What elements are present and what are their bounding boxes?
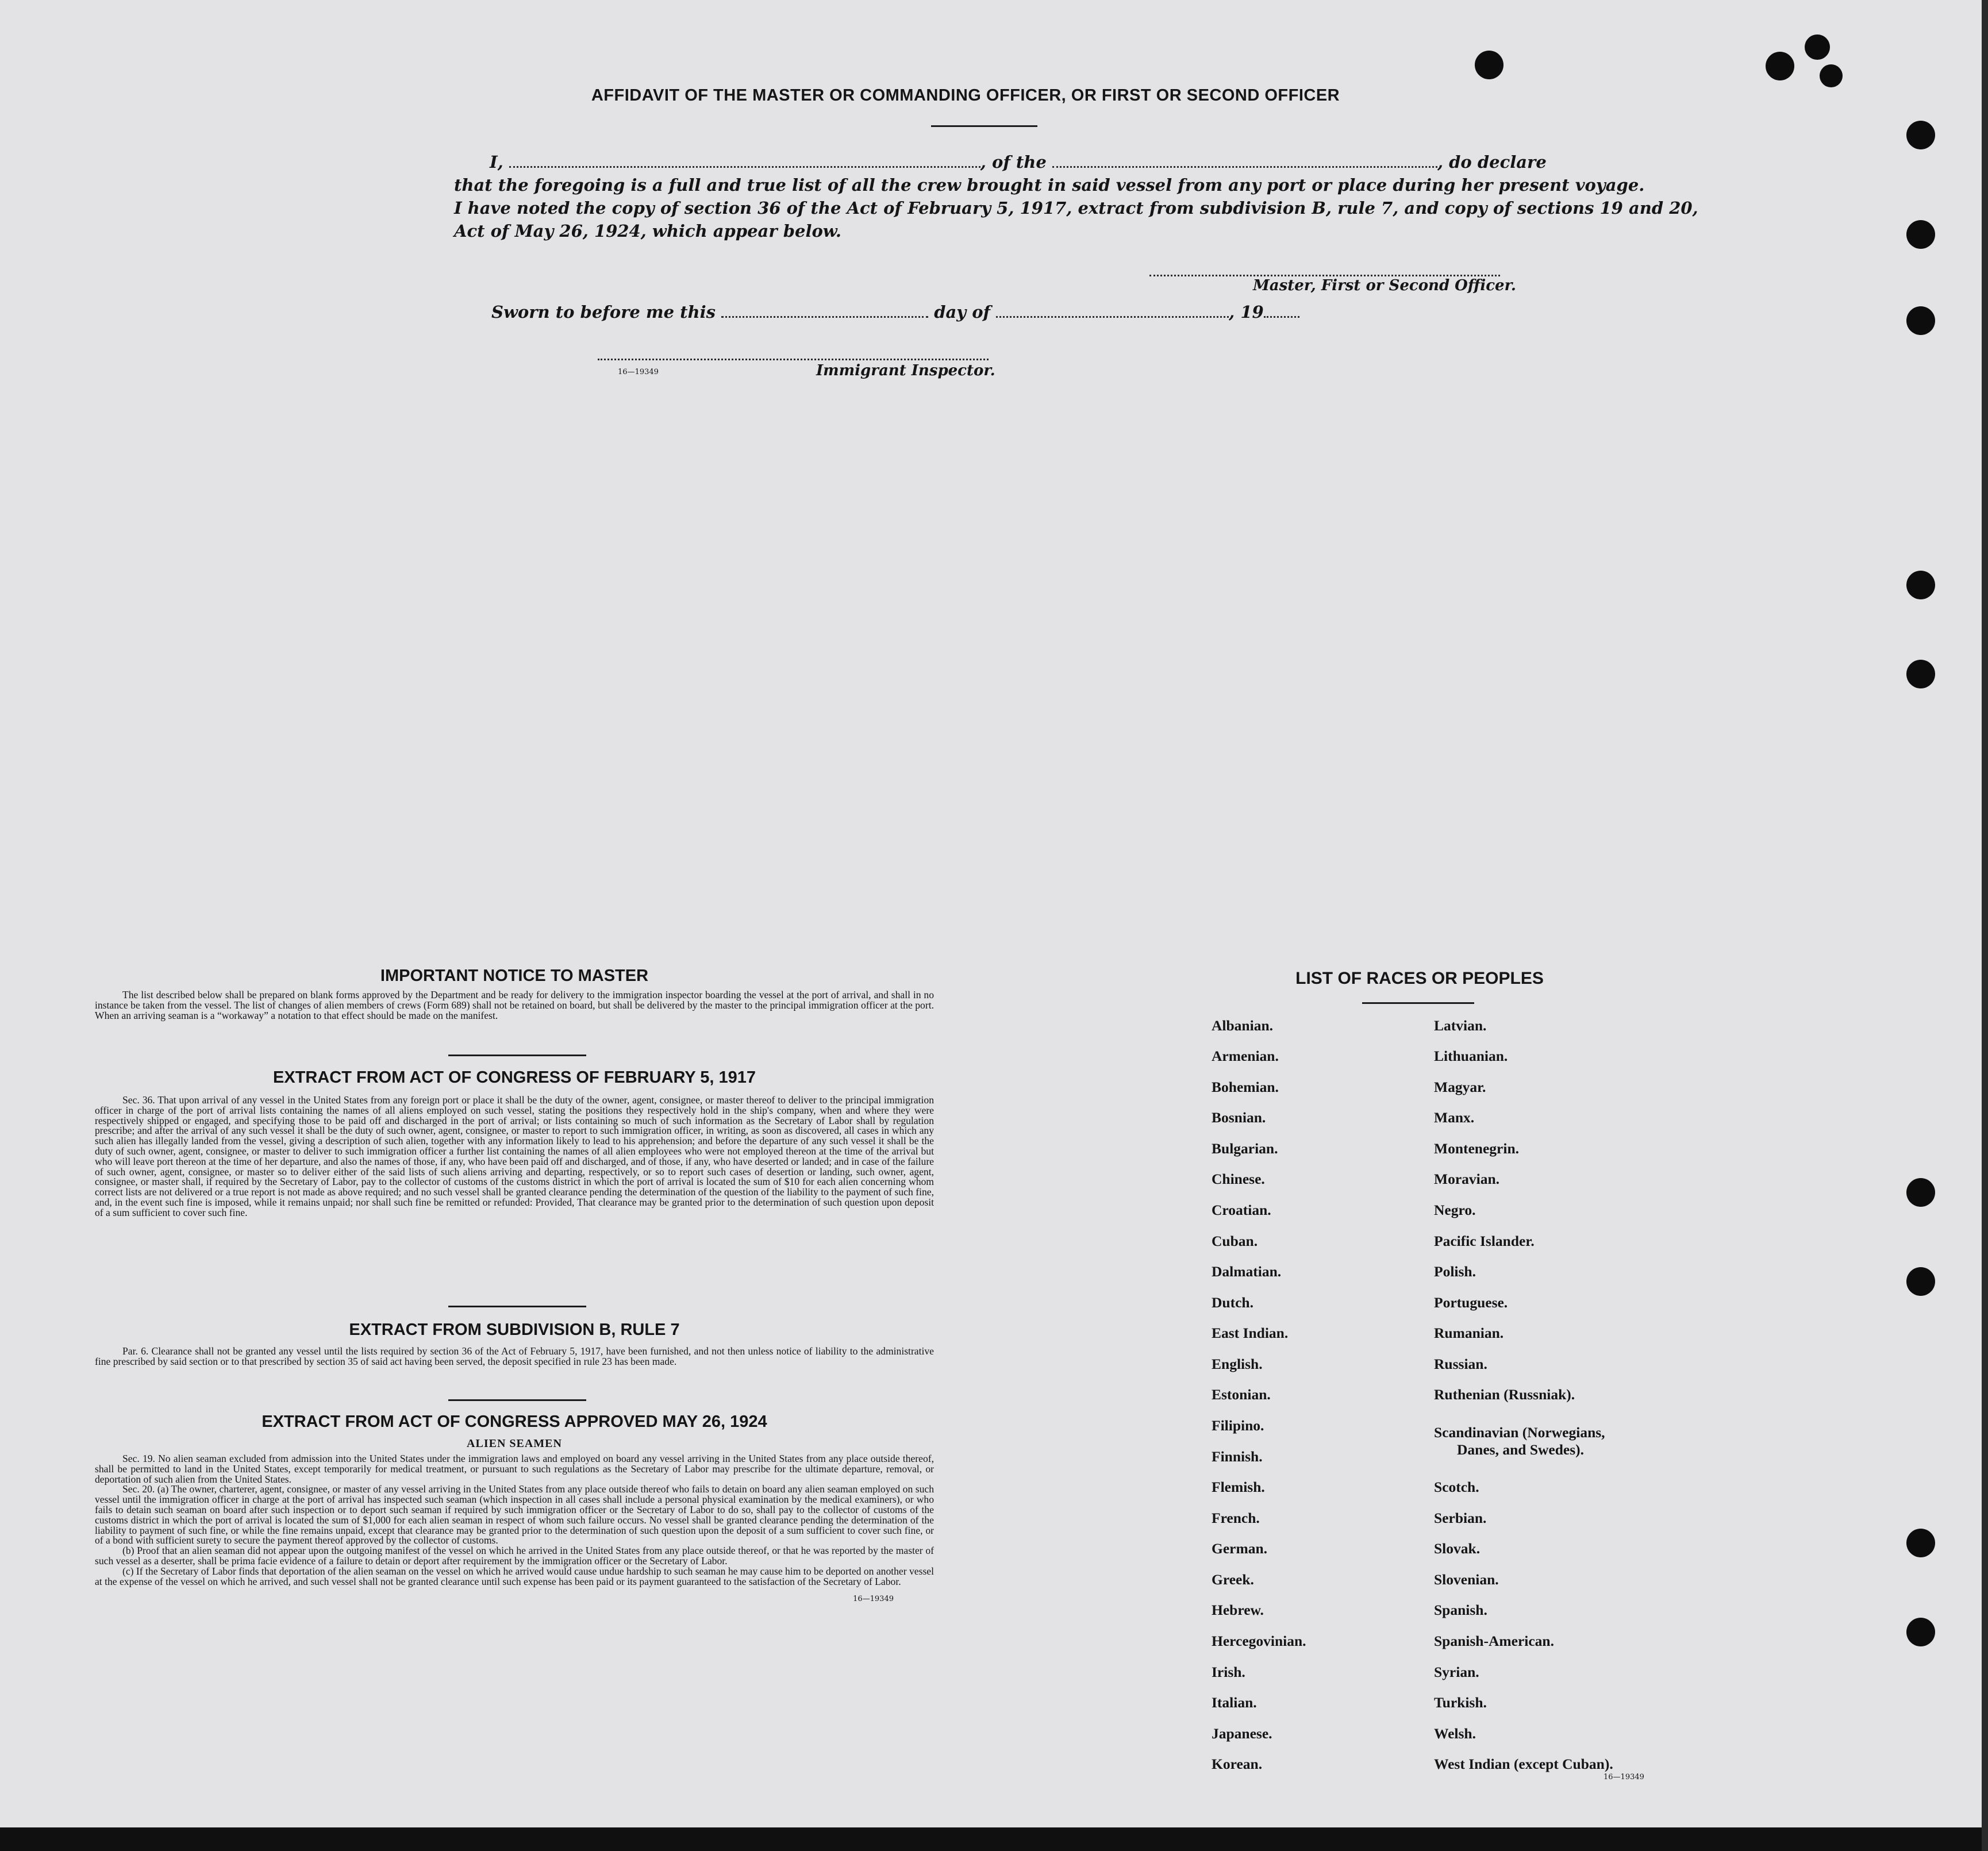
sworn-line xyxy=(491,302,1299,322)
race-item: Cuban. xyxy=(1212,1233,1258,1249)
scan-border-bottom xyxy=(0,1827,1988,1851)
inspector-label: Immigrant Inspector. xyxy=(816,362,995,379)
name-blank[interactable] xyxy=(509,153,980,168)
race-item: East Indian. xyxy=(1212,1325,1289,1341)
sworn-month-blank[interactable] xyxy=(996,303,1229,318)
affidavit-line-3: I have noted the copy of section 36 of the Act of February 5, 1917, extract from subdivision B, rule 7, and copy of sections 19 and 20, xyxy=(454,198,1698,218)
race-item: Danes, and Swedes). xyxy=(1457,1441,1585,1458)
alien-seamen-subtitle: ALIEN SEAMEN xyxy=(467,1437,562,1450)
race-item: Ruthenian (Russniak). xyxy=(1434,1386,1575,1403)
race-item: Portuguese. xyxy=(1434,1294,1508,1311)
form-number: 16—19349 xyxy=(618,368,659,376)
race-item: Italian. xyxy=(1212,1694,1257,1711)
binder-hole xyxy=(1475,51,1504,79)
race-item: Moravian. xyxy=(1434,1171,1500,1187)
affidavit-title: AFFIDAVIT OF THE MASTER OR COMMANDING OFFICER, OR FIRST OR SECOND OFFICER xyxy=(591,86,1340,105)
race-item: West Indian (except Cuban). xyxy=(1434,1756,1613,1772)
race-item: Syrian. xyxy=(1434,1664,1479,1680)
race-item: Greek. xyxy=(1212,1571,1254,1588)
binder-hole xyxy=(1906,220,1935,249)
affidavit-line-4: Act of May 26, 1924, which appear below. xyxy=(454,221,841,241)
binder-hole xyxy=(1906,1267,1935,1296)
races-title: LIST OF RACES OR PEOPLES xyxy=(1295,969,1544,988)
binder-hole xyxy=(1805,34,1830,60)
officer-signature-label: Master, First or Second Officer. xyxy=(1253,277,1516,294)
sec20a-text: Sec. 20. (a) The owner, charterer, agent, consignee, or master of any vessel arriving in the United States from any place outside thereof who fails to detain on board any alien seaman employed on such vessel until the immigration officer in charge at the port of arrival has inspected such seaman (which inspection in all cases shall include a personal physical examination by the medical examiners), or who fails to detain such seaman on board after such inspection or to deport such seaman if required by such immigration officer or the Secretary of Labor to do so, shall pay to the collector of customs of the customs district in which the port of arrival is located the sum of $1,000 for each alien seaman in respect of whom such failure occurs. No vessel shall be granted clearance pending the determination of the liability to payment of such fine, or while the fine remains unpaid, except that clearance may be granted prior to the determination of such question upon the deposit of a sum sufficient to cover such fine, or of a bond with sufficient surety to secure the payment thereof approved by the collector of customs. xyxy=(95,1483,934,1546)
race-item: English. xyxy=(1212,1356,1263,1372)
race-item: Korean. xyxy=(1212,1756,1263,1772)
affidavit-of-the: , of the xyxy=(980,152,1047,172)
race-item: Flemish. xyxy=(1212,1479,1265,1495)
race-item: German. xyxy=(1212,1540,1268,1557)
race-item: Montenegrin. xyxy=(1434,1140,1520,1157)
race-item: Hercegovinian. xyxy=(1212,1633,1306,1649)
race-item: Irish. xyxy=(1212,1664,1245,1680)
race-item: Russian. xyxy=(1434,1356,1487,1372)
race-item: Rumanian. xyxy=(1434,1325,1504,1341)
binder-hole xyxy=(1820,64,1843,87)
race-item: Scandinavian (Norwegians, xyxy=(1434,1424,1605,1441)
race-item: Bosnian. xyxy=(1212,1109,1266,1126)
race-item: Magyar. xyxy=(1434,1079,1486,1095)
race-item: Estonian. xyxy=(1212,1386,1271,1403)
race-item: Manx. xyxy=(1434,1109,1475,1126)
binder-hole xyxy=(1906,571,1935,599)
affidavit-declaration xyxy=(454,151,1698,243)
race-item: Scotch. xyxy=(1434,1479,1479,1495)
title-divider xyxy=(931,125,1037,127)
race-item: Pacific Islander. xyxy=(1434,1233,1535,1249)
race-item: Filipino. xyxy=(1212,1417,1264,1434)
sec20c-text: (c) If the Secretary of Labor finds that deportation of the alien seaman on the vessel on which he arrived would cause undue hardship to such seaman he may cause him to be deported on another vessel at the expense of the vessel on which he arrived, and such vessel shall not be granted clearance until such expense has been paid or its payment guaranteed to the satisfaction of the Secretary of Labor. xyxy=(95,1565,934,1587)
race-item: Dutch. xyxy=(1212,1294,1253,1311)
race-item: Finnish. xyxy=(1212,1448,1263,1465)
form-number: 16—19349 xyxy=(1604,1773,1644,1781)
races-divider xyxy=(1362,1002,1474,1004)
affidavit-line-2: that the foregoing is a full and true list of all the crew brought in said vessel from any port or place during her present voyage. xyxy=(454,175,1645,195)
rule7-text: Par. 6. Clearance shall not be granted any vessel until the lists required by section 36 of the Act of February 5, 1917, have been furnished, and not then unless notice of liability to the administrative fine prescribed by said section or to that prescribed by section 35 of said act having been served, the deposit specified in rule 23 has been made. xyxy=(95,1345,934,1367)
form-number: 16—19349 xyxy=(853,1595,894,1604)
sec19-text: Sec. 19. No alien seaman excluded from admission into the United States under the immigration laws and employed on board any vessel arriving in the United States from any place outside thereof, shall be permitted to land in the United States, except temporarily for medical treatment, or pursuant to such regulations as the Secretary of Labor may prescribe for the ultimate departure, removal, or deportation of such alien from the United States. xyxy=(95,1453,934,1485)
race-item: Spanish-American. xyxy=(1434,1633,1554,1649)
race-item: Spanish. xyxy=(1434,1602,1487,1618)
rule7-title: EXTRACT FROM SUBDIVISION B, RULE 7 xyxy=(349,1321,680,1339)
race-item: Croatian. xyxy=(1212,1202,1271,1218)
race-item: Lithuanian. xyxy=(1434,1048,1508,1064)
sworn-year-blank[interactable] xyxy=(1264,303,1299,318)
race-item: Latvian. xyxy=(1434,1017,1487,1034)
affidavit-do-declare: , do declare xyxy=(1437,152,1547,172)
binder-hole xyxy=(1906,121,1935,149)
binder-hole xyxy=(1906,1178,1935,1207)
binder-hole xyxy=(1906,1618,1935,1646)
sworn-year: , 19 xyxy=(1229,302,1264,322)
sworn-day-blank[interactable] xyxy=(721,303,928,318)
race-item: Armenian. xyxy=(1212,1048,1279,1064)
binder-hole xyxy=(1766,52,1794,80)
race-item: Slovenian. xyxy=(1434,1571,1499,1588)
notice-section xyxy=(95,967,934,1021)
section-divider xyxy=(448,1399,586,1401)
binder-hole xyxy=(1906,1529,1935,1557)
race-item: Serbian. xyxy=(1434,1510,1487,1526)
race-item: Chinese. xyxy=(1212,1171,1265,1187)
race-item: Turkish. xyxy=(1434,1694,1487,1711)
rule7-section xyxy=(95,1321,934,1367)
extract-1924-title: EXTRACT FROM ACT OF CONGRESS APPROVED MAY 26, 1924 xyxy=(262,1413,767,1431)
extract-1917-text: Sec. 36. That upon arrival of any vessel in the United States from any foreign port or place it shall be the duty of the owner, agent, consignee, or master thereof to deliver to the principal immigration officer in charge of the port of arrival lists containing the names of all aliens employed on such vessel, stating the positions they respectively hold in the ship's company, when and where they were respectively shipped or engaged, and specifying those to be paid off and discharged in the port of arrival; or lists containing so much of such information as the Secretary of Labor shall by regulation prescribe; and after the arrival of any such vessel it shall be the duty of such owner, agent, consignee, or master to report to such immigration officer, in writing, as soon as discovered, all cases in which any such alien has illegally landed from the vessel, giving a description of such alien, together with any information likely to lead to his apprehension; and before the departure of any such vessel it shall be the duty of such owner, agent, consignee, or master to deliver to such immigration officer a further list containing the names of all alien employees who were not employed thereon at the time of the arrival but who will leave port thereon at the time of her departure, and also the names of those, if any, who have been paid off and discharged, and of those, if any, who have deserted or landed; and in case of the failure of such owner, agent, consignee, or master so to deliver either of the said lists of such aliens arriving and departing, respectively, or so to report such cases of desertion or landing, such owner, agent, consignee, or master shall, if required by the Secretary of Labor, pay to the collector of customs of the customs district in which the port of arrival is located the sum of $10 for each alien concerning whom correct lists are not delivered or a true report is not made as above required; and no such vessel shall be granted clearance pending the determination of the question of the liability to the payment of such fine, and, in the event such fine is imposed, while it remains unpaid; nor shall such fine be remitted or refunded: Provided, That clearance may be granted prior to the determination of such question upon deposit of a sum sufficient to cover such fine. xyxy=(95,1094,934,1218)
officer-signature-line[interactable] xyxy=(1149,275,1500,276)
race-item: Albanian. xyxy=(1212,1017,1274,1034)
sworn-start: Sworn to before me this xyxy=(491,302,716,322)
race-item: Bulgarian. xyxy=(1212,1140,1278,1157)
extract-1917-section xyxy=(95,1068,934,1218)
notice-title: IMPORTANT NOTICE TO MASTER xyxy=(380,967,649,985)
notice-text: The list described below shall be prepared on blank forms approved by the Department and be ready for delivery to the immigration inspector boarding the vessel at the port of arrival, and shall in no instance be taken from the vessel. The list of changes of alien members of crews (Form 689) shall not be retained on board, but shall be delivered by the master to the principal immigration officer at the port. When an arriving seaman is a “workaway” a notation to that effect should be made on the manifest. xyxy=(95,989,934,1021)
race-item: Welsh. xyxy=(1434,1725,1476,1742)
race-item: Hebrew. xyxy=(1212,1602,1264,1618)
race-item: French. xyxy=(1212,1510,1260,1526)
inspector-signature-line[interactable] xyxy=(598,359,989,360)
race-item: Bohemian. xyxy=(1212,1079,1279,1095)
extract-1917-title: EXTRACT FROM ACT OF CONGRESS OF FEBRUARY 5, 1917 xyxy=(272,1068,756,1087)
section-divider xyxy=(448,1055,586,1056)
binder-hole xyxy=(1906,306,1935,335)
race-item: Polish. xyxy=(1434,1263,1476,1280)
vessel-blank[interactable] xyxy=(1052,153,1437,168)
sworn-day-of: day of xyxy=(934,302,991,322)
binder-hole xyxy=(1906,660,1935,688)
scan-border-right xyxy=(1982,0,1988,1851)
race-item: Slovak. xyxy=(1434,1540,1481,1557)
affidavit-i: I, xyxy=(490,152,503,172)
section-divider xyxy=(448,1306,586,1307)
race-item: Japanese. xyxy=(1212,1725,1272,1742)
race-item: Negro. xyxy=(1434,1202,1476,1218)
race-item: Dalmatian. xyxy=(1212,1263,1282,1280)
sec20b-text: (b) Proof that an alien seaman did not appear upon the outgoing manifest of the vessel on which he arrived in the United States from any place outside thereof, or that he was reported by the master of such vessel as a deserter, shall be prima facie evidence of a failure to detain or deport after requirement by the immigration officer or the Secretary of Labor. xyxy=(95,1545,934,1567)
extract-1924-section xyxy=(95,1413,934,1603)
